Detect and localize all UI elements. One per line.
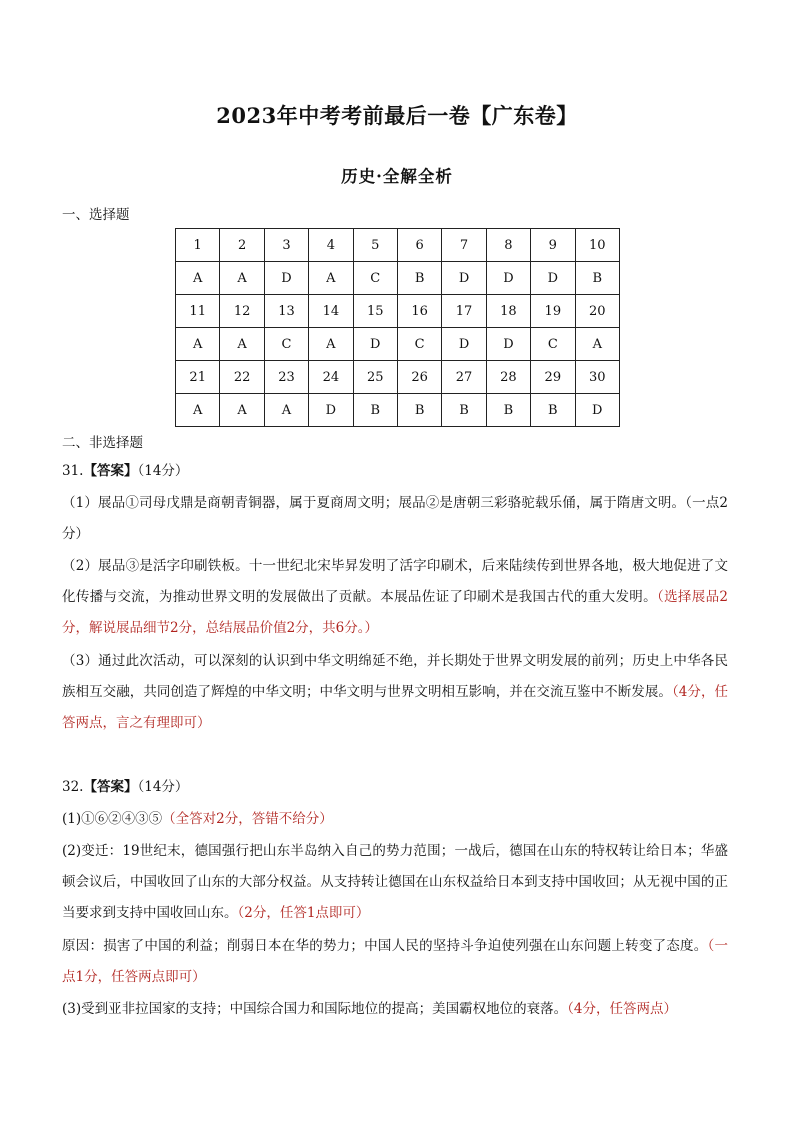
answer-cell: A	[309, 328, 353, 361]
question-number-cell: 28	[486, 361, 530, 394]
question-number-cell: 21	[176, 361, 220, 394]
question-number-row	[176, 229, 620, 262]
answer-cell: D	[442, 262, 486, 295]
q32-part1-text: (1)①⑥②④③⑤	[62, 811, 163, 827]
question-number-cell: 14	[309, 295, 353, 328]
question-number-cell: 23	[264, 361, 308, 394]
question-number-cell: 29	[531, 361, 575, 394]
q31-part3-score: （4分，任答两点，言之有理即可）	[62, 684, 729, 731]
q32-part1-score: （全答对2分，答错不给分）	[162, 811, 333, 827]
question-number-cell: 3	[264, 229, 308, 262]
q31-answer-label: 【答案】	[83, 463, 138, 479]
question-number-cell: 22	[220, 361, 264, 394]
q31-part3-text: （3）通过此次活动，可以深刻的认识到中华文明绵延不绝，并长期处于世界文明发展的前列；历史上中华各民族相互交融，共同创造了辉煌的中华文明；中华文明与世界文明相互影响，并在交流互鉴中不断发展。	[62, 653, 728, 700]
q32-score: （14分）	[137, 779, 189, 795]
question-number-cell: 16	[397, 295, 441, 328]
answer-cell: A	[309, 262, 353, 295]
answer-cell: A	[176, 262, 220, 295]
q32-part4-score: （4分，任答两点）	[567, 1001, 677, 1017]
answer-cell: C	[531, 328, 575, 361]
answer-cell: B	[442, 394, 486, 427]
question-number-cell: 25	[353, 361, 397, 394]
answer-cell: A	[220, 262, 264, 295]
section1-heading: 一、选择题	[62, 207, 130, 223]
q32-part4	[62, 994, 728, 1025]
q31-heading	[62, 456, 728, 487]
q31-part2-score: （选择展品2分，解说展品细节2分，总结展品价值2分，共6分。）	[62, 589, 729, 636]
question-number-cell: 30	[575, 361, 619, 394]
q31-part2	[62, 551, 728, 644]
answer-row	[176, 328, 620, 361]
answer-table	[175, 228, 620, 427]
answer-cell: D	[486, 262, 530, 295]
answer-cell: A	[176, 394, 220, 427]
answer-cell: C	[397, 328, 441, 361]
answer-cell: D	[353, 328, 397, 361]
q31-part2-text: （2）展品③是活字印刷铁板。十一世纪北宋毕昇发明了活字印刷术，后来陆续传到世界各地，极大地促进了文化传播与交流，为推动世界文明的发展做出了贡献。本展品佐证了印刷术是我国古代的重大发明。	[62, 558, 728, 605]
q31-score: （14分）	[137, 463, 189, 479]
answer-cell: D	[486, 328, 530, 361]
q32-part2-text: (2)变迁：19世纪末，德国强行把山东半岛纳入自己的势力范围；一战后，德国在山东的特权转让给日本；华盛顿会议后，中国收回了山东的大部分权益。从支持转让德国在山东权益给日本到支持中国收回；从无视中国的正当要求到支持中国收回山东。	[62, 843, 728, 921]
question-number-cell: 9	[531, 229, 575, 262]
question-number-row	[176, 295, 620, 328]
question-number-cell: 27	[442, 361, 486, 394]
q32-part3-score: （一点1分，任答两点即可）	[62, 938, 728, 985]
answer-cell: D	[309, 394, 353, 427]
answer-cell: A	[575, 328, 619, 361]
q31-part1	[62, 488, 728, 550]
question-number-cell: 20	[575, 295, 619, 328]
answer-cell: A	[264, 394, 308, 427]
q31-number: 31.	[62, 463, 84, 479]
question-number-cell: 2	[220, 229, 264, 262]
question-number-cell: 12	[220, 295, 264, 328]
section2-heading: 二、非选择题	[62, 435, 143, 451]
question-number-cell: 6	[397, 229, 441, 262]
q32-heading	[62, 772, 728, 803]
question-number-cell: 18	[486, 295, 530, 328]
page-subtitle: 历史·全解全析	[341, 167, 453, 186]
answer-cell: B	[531, 394, 575, 427]
answer-cell: B	[397, 394, 441, 427]
q32-part3-text: 原因：损害了中国的利益；削弱日本在华的势力；中国人民的坚持斗争迫使列强在山东问题上转变了态度。	[62, 938, 708, 954]
q32-part1	[62, 804, 728, 835]
answer-cell: A	[176, 328, 220, 361]
q32-part2-score: （2分，任答1点即可）	[237, 905, 370, 921]
q32-part3	[62, 931, 728, 993]
q32-part2	[62, 836, 728, 929]
answer-cell: D	[264, 262, 308, 295]
answer-cell: D	[531, 262, 575, 295]
q32-part4-text: (3)受到亚非拉国家的支持；中国综合国力和国际地位的提高；美国霸权地位的衰落。	[62, 1001, 568, 1017]
answer-cell: D	[442, 328, 486, 361]
question-number-row	[176, 361, 620, 394]
question-number-cell: 17	[442, 295, 486, 328]
question-number-cell: 15	[353, 295, 397, 328]
q32-number: 32.	[62, 779, 84, 795]
question-number-cell: 19	[531, 295, 575, 328]
question-number-cell: 13	[264, 295, 308, 328]
q31-part3	[62, 646, 728, 739]
question-number-cell: 24	[309, 361, 353, 394]
answer-cell: A	[220, 394, 264, 427]
answer-cell: B	[397, 262, 441, 295]
question-number-cell: 10	[575, 229, 619, 262]
page-title: 2023年中考考前最后一卷【广东卷】	[216, 103, 578, 128]
q32-answer-label: 【答案】	[83, 779, 138, 795]
answer-cell: A	[220, 328, 264, 361]
question-number-cell: 4	[309, 229, 353, 262]
question-number-cell: 26	[397, 361, 441, 394]
q31-part1-text: （1）展品①司母戊鼎是商朝青铜器，属于夏商周文明；展品②是唐朝三彩骆驼载乐俑，属于隋唐文明。（一点2分）	[62, 495, 728, 542]
answer-cell: B	[575, 262, 619, 295]
answer-cell: D	[575, 394, 619, 427]
question-number-cell: 11	[176, 295, 220, 328]
answer-row	[176, 262, 620, 295]
answer-cell: C	[264, 328, 308, 361]
answer-cell: B	[486, 394, 530, 427]
answer-cell: C	[353, 262, 397, 295]
answer-cell: B	[353, 394, 397, 427]
question-number-cell: 1	[176, 229, 220, 262]
answer-row	[176, 394, 620, 427]
question-number-cell: 7	[442, 229, 486, 262]
question-number-cell: 5	[353, 229, 397, 262]
question-number-cell: 8	[486, 229, 530, 262]
